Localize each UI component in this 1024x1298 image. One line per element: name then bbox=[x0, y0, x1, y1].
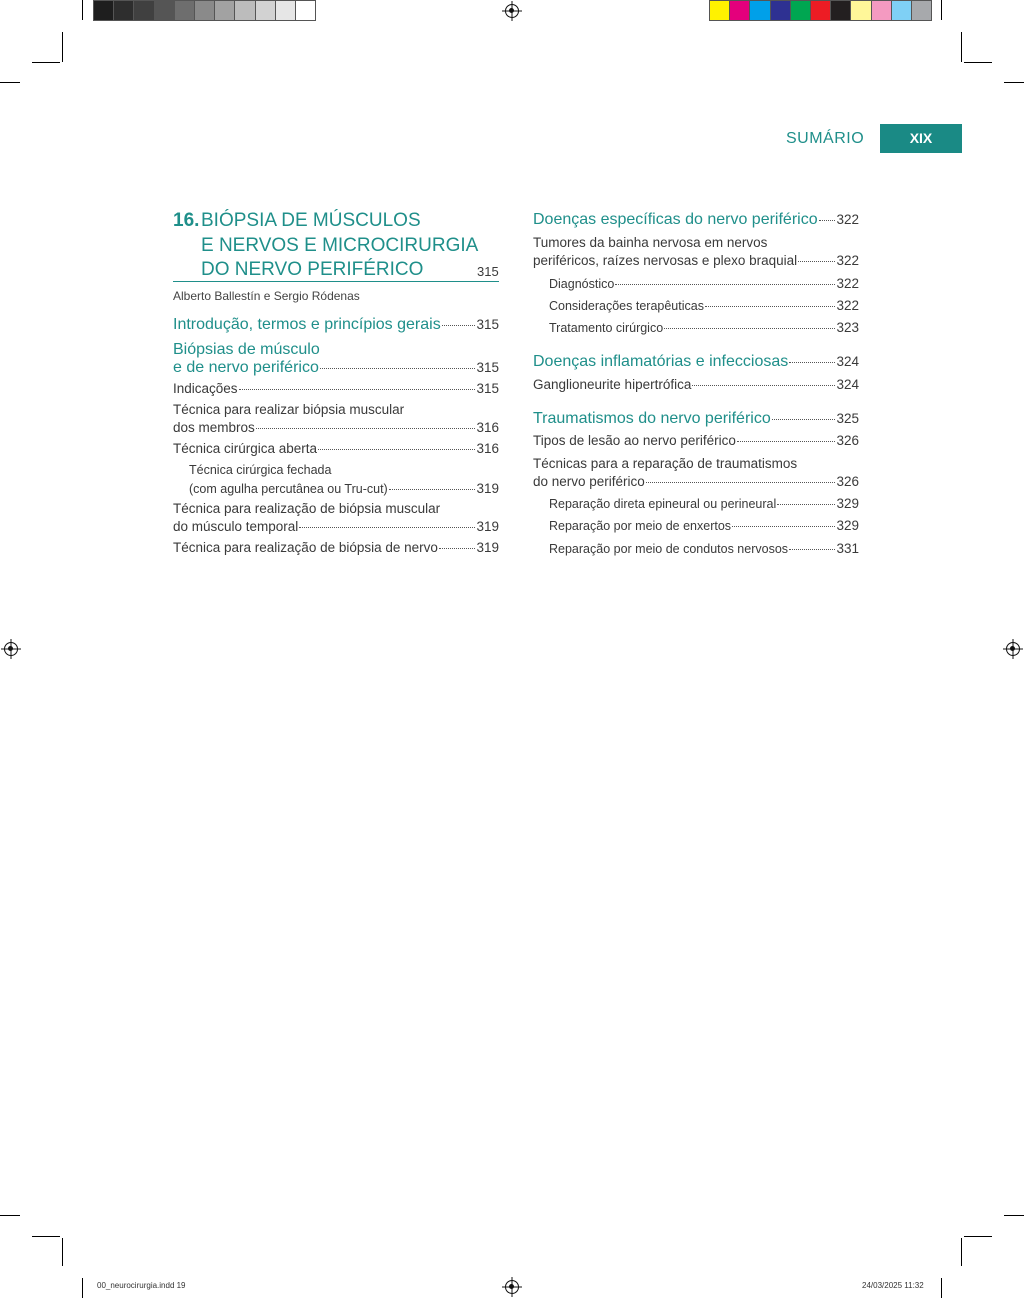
crop-mark bbox=[964, 1236, 992, 1237]
toc-entry-label: periféricos, raízes nervosas e plexo braquial bbox=[533, 253, 798, 268]
footer-filename: 00_neurocirurgia.indd 19 bbox=[97, 1281, 186, 1290]
registration-mark-top-icon bbox=[505, 4, 519, 18]
toc-entry-page: 315 bbox=[476, 381, 499, 396]
crop-mark bbox=[0, 1215, 20, 1216]
toc-entry-page: 324 bbox=[836, 354, 859, 369]
toc-entry-label: Reparação por meio de enxertos bbox=[549, 519, 732, 533]
gray-swatch bbox=[234, 0, 255, 21]
toc-entry-tratamento[interactable] bbox=[549, 320, 859, 335]
toc-entry-tecnicas-reparacao[interactable] bbox=[533, 474, 859, 489]
toc-entry-page: 319 bbox=[476, 481, 499, 496]
chapter-title-line-3: DO NERVO PERIFÉRICO bbox=[201, 259, 424, 280]
crop-mark bbox=[961, 1238, 962, 1266]
toc-entry-traumatismos[interactable] bbox=[533, 410, 859, 428]
toc-entry-biopsias[interactable] bbox=[173, 359, 499, 377]
toc-entry-tecnica-muscular-line-1: Técnica para realizar biópsia muscular bbox=[173, 402, 405, 417]
crop-mark bbox=[62, 1238, 63, 1266]
crop-mark bbox=[82, 0, 83, 20]
toc-entry-ganglioneurite[interactable] bbox=[533, 377, 859, 392]
toc-entry-tecnicas-reparacao-line-1: Técnicas para a reparação de traumatismos bbox=[533, 456, 798, 471]
gray-swatch bbox=[194, 0, 215, 21]
crop-mark bbox=[1004, 82, 1024, 83]
chapter-title-line-2: E NERVOS E MICROCIRURGIA bbox=[201, 235, 479, 256]
toc-entry-tipos-lesao[interactable] bbox=[533, 433, 859, 448]
toc-entry-tecnica-fechada[interactable] bbox=[189, 481, 499, 496]
toc-entry-label: Técnica cirúrgica aberta bbox=[173, 441, 318, 456]
toc-entry-tecnica-aberta[interactable] bbox=[173, 441, 499, 456]
footer-timestamp: 24/03/2025 11:32 bbox=[862, 1281, 924, 1290]
color-swatch bbox=[729, 0, 750, 21]
toc-entry-label: Tipos de lesão ao nervo periférico bbox=[533, 433, 736, 448]
color-swatch bbox=[911, 0, 932, 21]
toc-entry-label: Doenças inflamatórias e infecciosas bbox=[533, 353, 789, 370]
page-number-badge: XIX bbox=[880, 124, 962, 153]
toc-entry-label: Tratamento cirúrgico bbox=[549, 321, 664, 335]
toc-entry-reparacao-enxertos[interactable] bbox=[549, 518, 859, 533]
gray-swatch bbox=[295, 0, 316, 21]
toc-entry-label: Reparação por meio de condutos nervosos bbox=[549, 542, 789, 556]
toc-entry-indicacoes[interactable] bbox=[173, 381, 499, 396]
toc-entry-tecnica-nervo[interactable] bbox=[173, 540, 499, 555]
crop-mark bbox=[961, 32, 962, 62]
toc-entry-diagnostico[interactable] bbox=[549, 276, 859, 291]
toc-entry-label: Traumatismos do nervo periférico bbox=[533, 410, 771, 427]
toc-entry-label: Introdução, termos e princípios gerais bbox=[173, 316, 441, 333]
toc-entry-page: 315 bbox=[476, 360, 499, 375]
crop-mark bbox=[0, 82, 20, 83]
crop-mark bbox=[32, 1236, 60, 1237]
toc-entry-label: Técnica para realização de biópsia de nervo bbox=[173, 540, 438, 555]
toc-entry-page: 322 bbox=[836, 298, 859, 313]
toc-entry-tumores[interactable] bbox=[533, 253, 859, 268]
crop-mark bbox=[941, 1278, 942, 1298]
toc-entry-page: 329 bbox=[836, 496, 859, 511]
crop-mark bbox=[941, 0, 942, 20]
toc-entry-page: 325 bbox=[836, 411, 859, 426]
color-swatch bbox=[891, 0, 912, 21]
toc-entry-label: dos membros bbox=[173, 420, 255, 435]
color-swatch bbox=[709, 0, 730, 21]
crop-mark bbox=[1004, 1215, 1024, 1216]
toc-entry-tecnica-temporal-line-1: Técnica para realização de biópsia muscular bbox=[173, 501, 441, 516]
toc-entry-page: 329 bbox=[836, 518, 859, 533]
toc-entry-label: Doenças específicas do nervo periférico bbox=[533, 211, 818, 228]
toc-entry-label: do nervo periférico bbox=[533, 474, 645, 489]
color-swatch bbox=[810, 0, 831, 21]
gray-swatch bbox=[174, 0, 195, 21]
toc-entry-page: 315 bbox=[476, 317, 499, 332]
toc-entry-tecnica-temporal[interactable] bbox=[173, 519, 499, 534]
toc-entry-tumores-line-1: Tumores da bainha nervosa em nervos bbox=[533, 235, 768, 250]
chapter-underline bbox=[173, 281, 499, 282]
chapter-authors: Alberto Ballestín e Sergio Ródenas bbox=[173, 289, 360, 303]
crop-mark bbox=[964, 62, 992, 63]
gray-swatch bbox=[255, 0, 276, 21]
color-swatch bbox=[871, 0, 892, 21]
chapter-number: 16. bbox=[173, 210, 200, 231]
gray-swatch bbox=[133, 0, 154, 21]
toc-entry-intro[interactable] bbox=[173, 316, 499, 334]
toc-entry-page: 316 bbox=[476, 441, 499, 456]
chapter-title-line-1: BIÓPSIA DE MÚSCULOS bbox=[201, 210, 421, 231]
registration-mark-left-icon bbox=[4, 642, 18, 656]
toc-entry-label: Considerações terapêuticas bbox=[549, 299, 704, 313]
toc-entry-page: 331 bbox=[836, 541, 859, 556]
gray-swatch bbox=[113, 0, 134, 21]
gray-swatch bbox=[214, 0, 235, 21]
color-swatch bbox=[850, 0, 871, 21]
registration-mark-bottom-icon bbox=[505, 1280, 519, 1294]
gray-swatch bbox=[93, 0, 114, 21]
toc-entry-label: Reparação direta epineural ou perineural bbox=[549, 497, 777, 511]
toc-entry-tecnica-muscular[interactable] bbox=[173, 420, 499, 435]
toc-entry-page: 319 bbox=[476, 519, 499, 534]
toc-entry-label: Ganglioneurite hipertrófica bbox=[533, 377, 692, 392]
toc-entry-page: 326 bbox=[836, 474, 859, 489]
toc-entry-label: Diagnóstico bbox=[549, 277, 615, 291]
crop-mark bbox=[62, 32, 63, 62]
toc-entry-biopsias-line-1: Biópsias de músculo bbox=[173, 341, 320, 358]
toc-entry-page: 322 bbox=[836, 253, 859, 268]
toc-entry-label: (com agulha percutânea ou Tru-cut) bbox=[189, 482, 388, 496]
color-swatch bbox=[770, 0, 791, 21]
toc-entry-page: 322 bbox=[836, 212, 859, 227]
crop-mark bbox=[32, 62, 60, 63]
toc-entry-page: 322 bbox=[836, 276, 859, 291]
toc-entry-consideracoes[interactable] bbox=[549, 298, 859, 313]
toc-entry-doencas-especificas[interactable] bbox=[533, 211, 859, 229]
gray-swatch bbox=[154, 0, 175, 21]
toc-entry-page: 316 bbox=[476, 420, 499, 435]
toc-entry-label: Indicações bbox=[173, 381, 238, 396]
toc-entry-page: 323 bbox=[836, 320, 859, 335]
color-swatch bbox=[749, 0, 770, 21]
toc-entry-label: do músculo temporal bbox=[173, 519, 299, 534]
chapter-page: 315 bbox=[477, 264, 499, 279]
section-label: SUMÁRIO bbox=[786, 130, 865, 147]
toc-entry-page: 326 bbox=[836, 433, 859, 448]
toc-entry-doencas-inflamatorias[interactable] bbox=[533, 353, 859, 371]
toc-entry-reparacao-condutos[interactable] bbox=[549, 541, 859, 556]
toc-entry-tecnica-fechada-line-1: Técnica cirúrgica fechada bbox=[189, 463, 332, 477]
toc-entry-page: 324 bbox=[836, 377, 859, 392]
gray-swatch bbox=[275, 0, 296, 21]
crop-mark bbox=[82, 1278, 83, 1298]
registration-mark-right-icon bbox=[1006, 642, 1020, 656]
color-swatch bbox=[790, 0, 811, 21]
toc-entry-reparacao-direta[interactable] bbox=[549, 496, 859, 511]
color-swatch bbox=[830, 0, 851, 21]
toc-entry-page: 319 bbox=[476, 540, 499, 555]
toc-entry-label: e de nervo periférico bbox=[173, 359, 319, 376]
